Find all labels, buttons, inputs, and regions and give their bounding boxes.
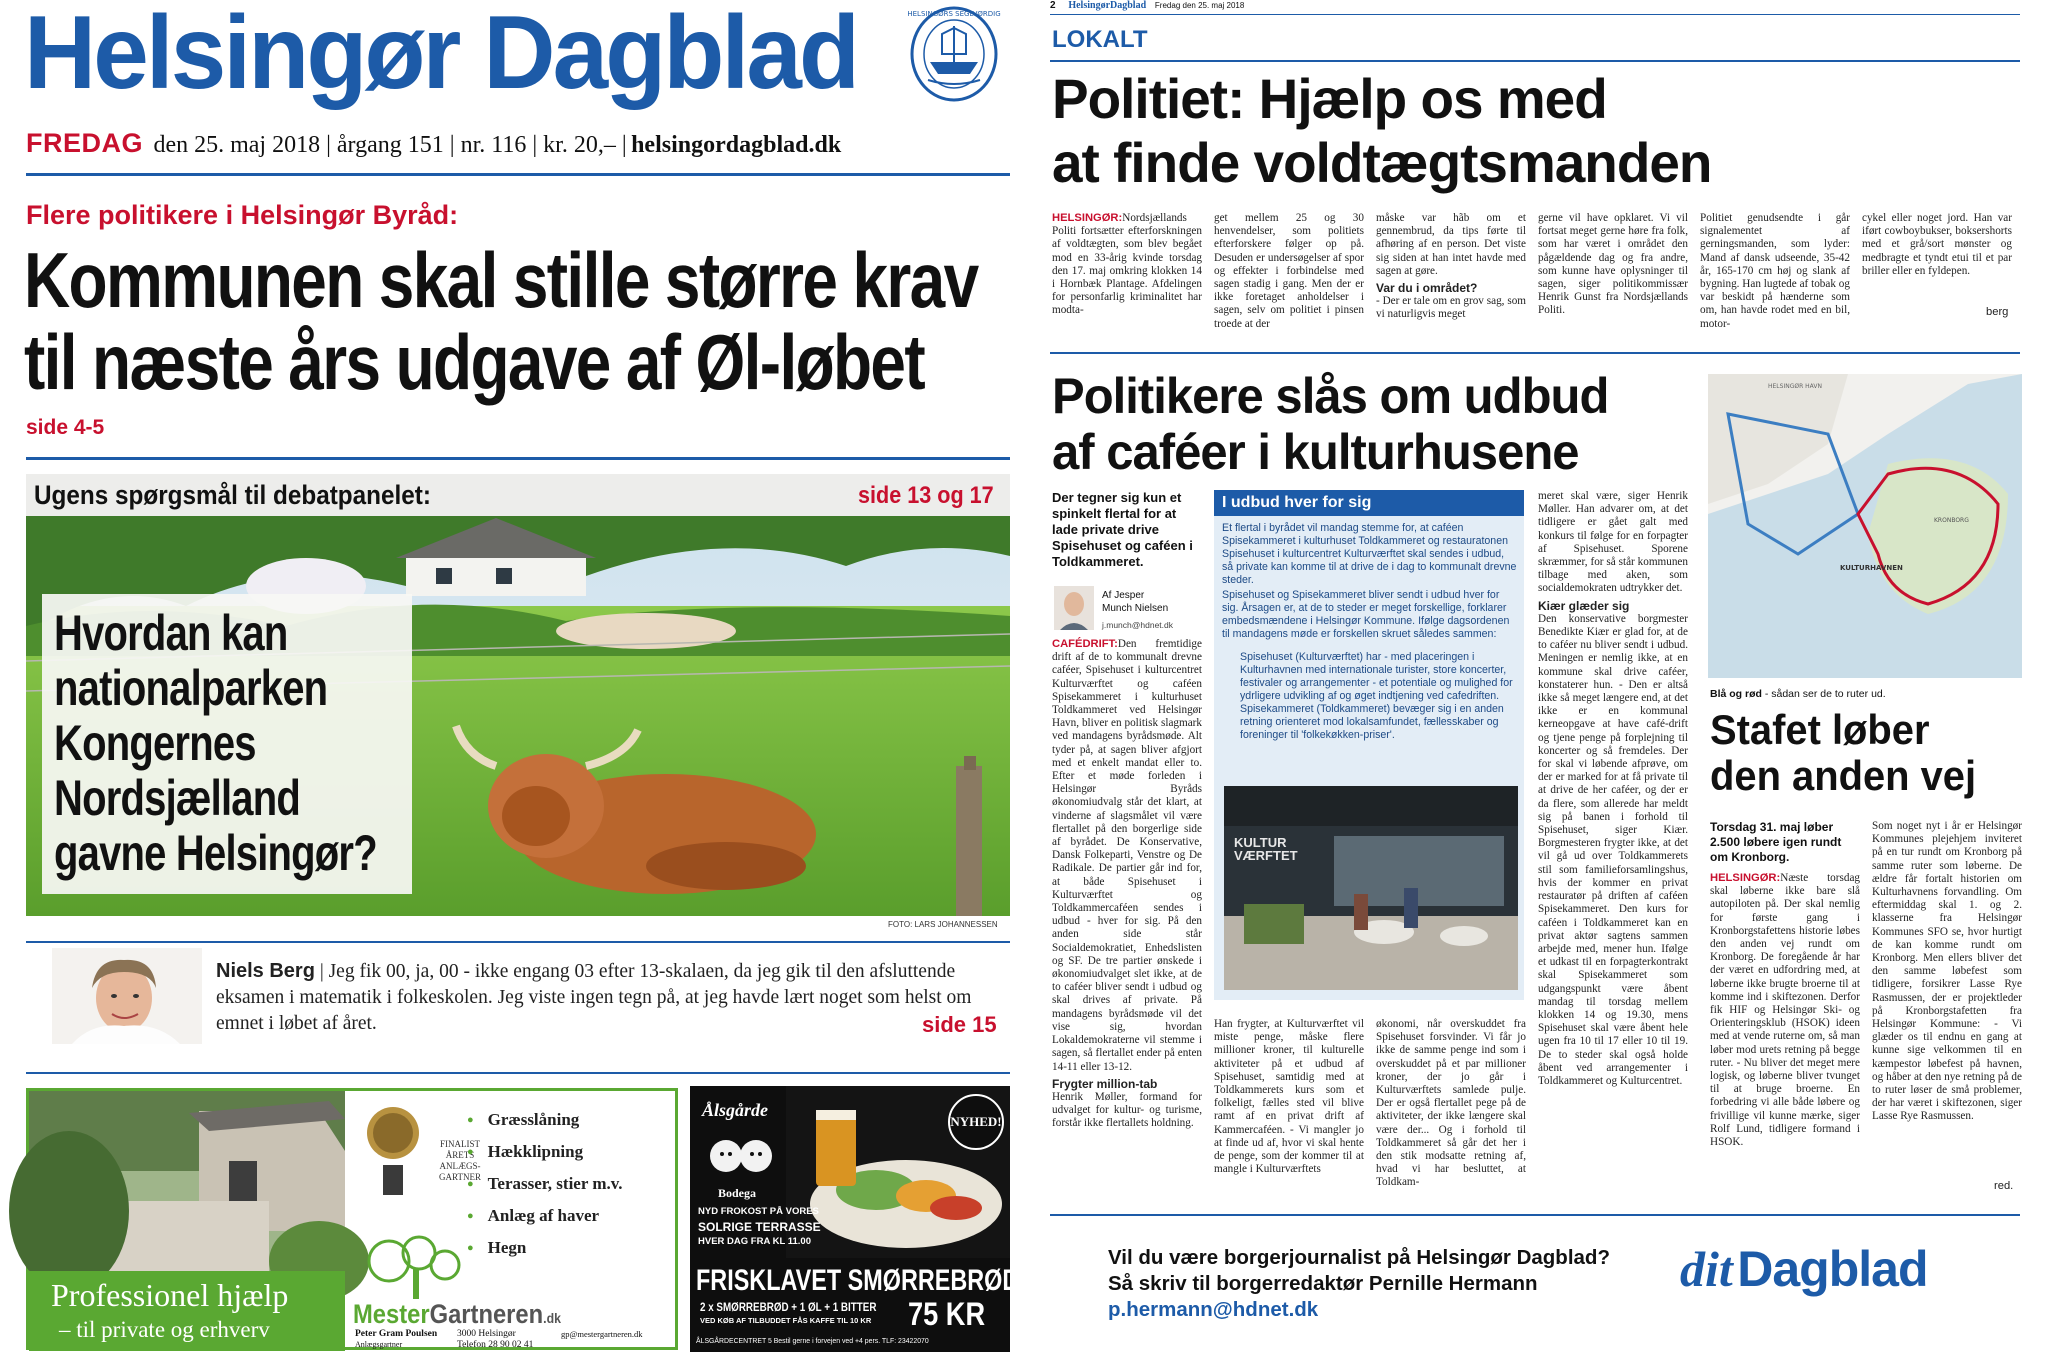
story1-headline-2: at finde voldtægtsmanden [1052, 131, 1712, 194]
story1-col-5: Politiet genudsendte i går signalementet af gerningsmanden, som lyder: Mand af dansk udseende, 35-42 år, 165-170 cm høj og slank af bygning. Han lugtede af tobak og var beskidt på hænderne som om, han havde rodet med en bil, motor- [1700, 212, 1850, 330]
service-item: ● Hegn [467, 1233, 623, 1265]
ad-bodega[interactable] [690, 1086, 1020, 1352]
seal-emblem [908, 4, 1000, 104]
service-item: ● Anlæg af haver [467, 1201, 623, 1233]
service-item: ● Hækklipning [467, 1137, 623, 1169]
column-text [216, 958, 1006, 1037]
kulturvaerftet-photo [1224, 786, 1518, 990]
story3-col-2: Som noget nyt i år er Helsingør Kommunes plejehjem inviteret på en tur rundt om Kronborg på samme ruter som løberne. De ældre får fortalt historien om Kulturhavnens forvandling. Om eftermiddag skal 1. og 2. klasserne fra Helsingør Kommunes SFO se, hvor hurtigt de kan komme rundt om Kronborg. Men ellers bliver det den samme løbefest som tidligere, forsikrer Lasse Rye Rasmussen, der er projektleder på Kronborgstafetten fra Helsingør Kommune: - Vi glæder os til endnu en gang at kunne sige velkommen til en kæmpestor løbefest på havnen, og håber at den nye retning på de to ruter løser de små problemer, der har været i skiftezonen, siger Lasse Rye Rasmussen. [1872, 820, 2022, 1123]
masthead-rule [26, 173, 1010, 176]
service-item: ● Græsslåning [467, 1105, 623, 1137]
story2-lead: CAFÉDRIFT: [1052, 638, 1118, 650]
factbox-body: Et flertal i byrådet vil mandag stemme for, at caféen Spisekammeret i kulturhuset Toldkammeret og restauratonen Spisehuset i kulturcentret Kulturværftet skal sendes i udbud, så private kan komme til at drive de i dag to kommunalt drevne steder. Spisehuset og Spisekammeret bliver sendt i udbud hver for sig. Årsagen er, at de to steder er meget forskellige, forklarer embedsmændene i Helsingør Kommune. Ifølge dagsordenen til mandagens møde er forskellen skruet således sammen: Spisehuset (Kulturværftet) har - med placeringen i Kulturhavnen med internationale turister, store koncerter, festivaler og arrangementer - et potentiale og mulighed for ydrligere udvikling af og øget indtjening ved cafedriften. Spisekammeret (Toldkammeret) bevæger sig i en anden retning orienteret mod lokalsamfundet, fællesskaber og foreninger til 'folkekøkken-priser'. [1222, 522, 1517, 741]
story2-subhead-2: Kiær glæder sig [1538, 598, 1630, 613]
story3-byline: red. [1994, 1180, 2014, 1192]
column-page-ref[interactable]: side 15 [922, 1012, 997, 1037]
story3-lead: HELSINGØR: [1710, 872, 1781, 884]
story1-col-1: HELSINGØR:Nordsjællands Politi fortsætter efterforskningen af voldtægten, som blev begået mod en 33-årig kvinde torsdag den 17. maj omkring klokken 14 i Hornbæk Plantage. Afdelingen for personfarlig kriminalitet har modta- [1052, 212, 1202, 317]
svg-text:HELSINGØR HAVN: HELSINGØR HAVN [1768, 383, 1822, 390]
author-photo [1054, 586, 1094, 630]
folio-date: Fredag den 25. maj 2018 [1154, 1, 1245, 10]
award-medal [363, 1105, 423, 1201]
contact-email: gp@mestergartneren.dk [561, 1329, 643, 1339]
column-rule [26, 941, 1010, 943]
ad-gartner-banner-2: – til private og erhverv [59, 1317, 270, 1342]
factbox-bullet-2: Spisekammeret (Toldkammeret) bevæger sig i en anden retning orienteret mod lokalsamfundet, fællesskaber og foreninger til 'folkekøkken-priser'. [1240, 703, 1504, 741]
story2-col-b1: Han frygter, at Kulturværftet vil miste penge, måske flere millioner kroner, til kulturelle aktiviteter på et udbud af Spisehuset, samtidig med at Toldkammerets kurs som et folkeligt, fælles sted vil blive ramt af en privat drift af Kammercaféen. - Vi mangler jo at finde ud af, hvor vi skal hente de penge, som der kommer til at mangle i Kulturværftets [1214, 1018, 1364, 1176]
bodega-offer: 2 x SMØRREBRØD + 1 ØL + 1 BITTER [700, 1300, 877, 1314]
promo-email[interactable]: p.hermann@hdnet.dk [1108, 1298, 1319, 1321]
folio [1050, 0, 1244, 11]
story3-headline-1: Stafet løber [1710, 706, 1930, 753]
section-rule [1050, 60, 2020, 62]
mascot-icon [704, 1126, 778, 1186]
question-line-1: Hvordan kan [54, 605, 288, 661]
front-page [0, 0, 1020, 1353]
lead-kicker: Flere politikere i Helsingør Byråd: [26, 200, 459, 230]
ad-gartner[interactable] [26, 1088, 678, 1350]
columnist-name: Niels Berg [216, 960, 315, 982]
map-caption: Blå og rød - sådan ser de to ruter ud. [1710, 688, 1886, 700]
brand-a: Mester [353, 1299, 430, 1329]
story1-col-6: cykel eller noget jord. Han var iført cowboybukser, boksershorts med et grå/sort mønster og medbragte et tyndt etui til et par briller eller en fyldepen. [1862, 212, 2012, 277]
photo-credit: FOTO: LARS JOHANNESSEN [888, 920, 998, 929]
story2-col-3: meret skal være, siger Henrik Møller. Han advarer om, at det tidligere er gået galt med konkurs til følge for en forpagter af Spisehuset. Sporene skræmmer, for så står kommunen tilbage med aken, som socialdemokraten udtrykker det. Kiær glæder sig Den konservative borgmester Benedikte Kiær er glad for, at de to caféer nu bliver sendt i udbud. Meningen er nemlig ikke, at en kommune skal drive caféer, konstaterer hun. - Den er altså ikke så meget længere end, at det ikke er en kommunal kerneopgave at have café-drift og tjene penge på forplejning til koncerter og så fremdeles. Der for skal vi løbende afprøve, om der er marked for at få private til at drive de her caféer, og der er da flere, som allerede har meldt sig på banen i forhold til Spisehuset, siger Kiær. Borgmesteren frygter ikke, at det vil gå ud over Toldkammerets stil som familieforsamlingshus, hvis der kommer en privat restauratør på driften af caféen Spisekammeret. Den kurs for caféen i Toldkammeret kan en privat aktør sagtens sammen arbejde med, mener hun. Ifølge et udkast til en forpagterkontrakt skal Spisekammeret som udgangspunkt være åbent mandag til torsdag mellem klokken 14 og 19.30, mens Spisehuset skal være åbent hele ugen fra 10 til 17 eller 10 til 19. De to steder skal også holde åbent ved arrangementer i Toldkammeret og Kulturcentret. [1538, 490, 1688, 1087]
story1-byline: berg [1986, 306, 2009, 318]
site-link[interactable]: helsingordagblad.dk [631, 132, 842, 158]
story2-subhead-1: Frygter million-tab [1052, 1076, 1158, 1091]
question-line-4: Nordsjælland [54, 770, 300, 826]
inside-page [1050, 0, 2048, 1353]
story1-lead: HELSINGØR: [1052, 212, 1123, 224]
logo-dagblad: Dagblad [1737, 1241, 1928, 1297]
bodega-line-3: HVER DAG FRA KL 11.00 [698, 1236, 811, 1247]
ad-gartner-banner-1: Professionel hjælp [51, 1277, 289, 1313]
tree-logo-icon [359, 1231, 469, 1301]
story1-col-2: get mellem 25 og 30 henvendelser, som politiets efterforskere følger op på. Desuden er undersøgelser af spor og effekter i forbindelse med sagen stadig i gang. Men der er ikke foretaget anholdelser i sagen, selv om politiet i pinsen troede at der [1214, 212, 1364, 330]
contact-title: Anlægsgartner [355, 1340, 403, 1349]
route-map-drawing [1708, 374, 2022, 678]
bodega-price: 75 KR [908, 1296, 986, 1332]
bodega-mascot [704, 1126, 778, 1186]
ads-rule [26, 1072, 1010, 1074]
story1-rule [1050, 352, 2020, 354]
lead-page-ref[interactable]: side 4-5 [26, 416, 105, 439]
folio-page: 2 [1050, 0, 1056, 11]
contact-phone: Telefon 28 90 02 41 [457, 1340, 534, 1350]
author-prefix: Af Jesper [1102, 590, 1145, 601]
service-item: ● Terasser, stier m.v. [467, 1169, 623, 1201]
brand-tld: .dk [543, 1310, 561, 1326]
folio-paper: HelsingørDagblad [1068, 0, 1147, 11]
question-line-2: nationalparken [54, 660, 328, 716]
cafe-terrace-photo [1224, 786, 1518, 990]
bodega-offer-sub: VED KØB AF TILBUDDET FÅS KAFFE TIL 10 KR [700, 1316, 872, 1325]
factbox-bullet-1: Spisehuset (Kulturværftet) har - med placeringen i Kulturhavnen med internationale turister, store koncerter, festivaler og arrangementer - et potentiale og mulighed for ydrligere udvikling af og øget indtjening ved cafedriften. [1240, 651, 1513, 702]
lead-headline-1: Kommunen skal stille større krav [24, 236, 978, 324]
svg-text:HELSINGØRS SEGLVØRDIG: HELSINGØRS SEGLVØRDIG [907, 10, 1001, 18]
route-map [1708, 374, 2022, 678]
contact-address: 3000 Helsingør [457, 1329, 516, 1339]
photo-sign: KULTUR VÆRFTET [1234, 835, 1298, 863]
story2-headline-1: Politikere slås om udbud [1052, 368, 1609, 424]
story1-subhead: Var du i området? [1376, 281, 1478, 296]
nyhed-badge: NYHED! [948, 1094, 1004, 1150]
story1-col-3: måske var hãb om et gennembrud, da tips førte til afhøring af en person. Det viste sig siden at han intet havde med sagen at gøre. Var du i området? - Der er tale om en grov sag, som vi naturligvis meget [1376, 212, 1526, 321]
award-text: FINALIST ÅRETS ANLÆGS- GARTNER [439, 1139, 481, 1182]
author-name: Munch Nielsen [1102, 603, 1169, 614]
services-list [467, 1105, 623, 1265]
story3-headline-2: den anden vej [1710, 752, 1977, 799]
lead-rule [26, 457, 1010, 460]
award-icon [363, 1105, 423, 1201]
bodega-headline: FRISKLAVET SMØRREBRØD [696, 1264, 1020, 1297]
debate-question [54, 606, 458, 881]
story2-headline-2: af caféer i kulturhusene [1052, 424, 1579, 480]
bodega-footer: ÅLSGÅRDECENTRET 5 Bestil gerne i forvejen ved +4 pers. TLF: 23422070 [696, 1336, 929, 1345]
svg-text:KULTURHAVNEN: KULTURHAVNEN [1840, 564, 1903, 572]
gartner-logo-icon [359, 1231, 469, 1301]
brand-b: Gartneren [429, 1299, 544, 1329]
promo-line-1: Vil du være borgerjournalist på Helsingør Dagblad? [1108, 1246, 1610, 1269]
columnist-portrait [52, 948, 202, 1044]
story2-col-b2: økonomi, når overskuddet fra Spisehuset forsvinder. Vi får jo ikke de samme penge ind som i overskuddet på et par millioner kroner, der jo går i Kulturværftets samlede pulje. Der er også flertallet pege på de aktiviteter, der ikke længere skal være der... Og i forhold til Toldkammeret så går det her i den stik modsatte retning af, hvad vi har besluttet, at Toldkam- [1376, 1018, 1526, 1189]
gartner-brand [353, 1299, 561, 1330]
story1-headline-1: Politiet: Hjælp os med [1052, 67, 1607, 130]
dit-dagblad-logo [1680, 1240, 1928, 1298]
column-teaser: | Jeg fik 00, ja, 00 - ikke engang 03 efter 13-skalaen, da jeg gik til den afsluttende eksamen i matematik i folkeskolen. Jeg viste ingen tegn på, at jeg havde lært noget som helst om emnet i løbet af året. [216, 961, 972, 1034]
lead-headline-2: til næste års udgave af Øl-løbet [24, 318, 925, 406]
bodega-line-2: SOLRIGE TERRASSE [698, 1220, 821, 1234]
story3-col-1: HELSINGØR:Næste torsdag skal løberne ikke bare slå autopiloten på. Der skal nemlig for første gang i Kronborgstafettens historie løbes den anden vej rundt om Kronborg. De foregående år har der været en udfordring med, at løberne ikke brugte broerne til at komme ind i skiftezonen. Derfor fik HIF og Helsingør Ski- og Orienteringsklub (HSOK) ideen med at vende ruterne om, så man løber mod urets retning på begge ruter. - Nu bliver det meget mere logisk, og løberne bliver tvunget til at bruge broerne. En forbedring vi alle både løbere og frivillige vil kunne mærke, siger Rolf Lund, tidligere formand i HSOK. [1710, 872, 1860, 1149]
promo-rule [1050, 1214, 2020, 1216]
city-seal [908, 4, 1000, 104]
question-line-5: gavne Helsingør? [54, 825, 377, 881]
logo-dit: dit [1680, 1241, 1733, 1297]
story1-col-4: gerne vil have opklaret. Vi vil fortsat meget gerne høre fra folk, som har været i området den pågældende dag og fra andre, som kunne have oplysninger til sagen, siger politikommissær Henrik Gunst fra Nordsjællands Politi. [1538, 212, 1688, 317]
dateline-day: FREDAG [26, 128, 143, 158]
debate-label: Ugens spørgsmål til debatpanelet: [34, 480, 431, 510]
dateline-text: den 25. maj 2018 | årgang 151 | nr. 116 | kr. 20,– | [153, 132, 627, 158]
story2-standfirst: Der tegner sig kun et spinkelt flertal for at lade private drive Spisehuset og caféen i Toldkammeret. [1052, 490, 1193, 569]
folio-rule [1050, 14, 2020, 15]
story3-standfirst: Torsdag 31. maj løber 2.500 løbere igen rundt om Kronborg. [1710, 820, 1842, 864]
bodega-line-1: NYD FROKOST PÅ VORES [698, 1206, 819, 1217]
bodega-brand: Ålsgårde [702, 1100, 769, 1120]
story2-col-1: CAFÉDRIFT:Den fremtidige drift af de to kommunalt drevne caféer, Spisehuset i kulturcentret Kulturværftet og caféen Spisekammeret i kulturhuset Toldkammeret ved Helsingør Havn, bliver en politisk slagmark ved mandagens byrådsmøde. Alt tyder på, at sagen bliver afgjort med et enkelt mandat eller to. Efter et møde forleden i Helsingør Byråds økonomiudvalg står det klart, at vinderne af slagsmålet vil være flertallet på den borgerlige side af byrådet. De Konservative, Dansk Folkeparti, Venstre og De Radikale. De partier går ind for, at både Spisehuset i Kulturværftet og Toldkammercaféen sendes i udbud - hver for sig. På den anden side står Socialdemokratiet, Enhedslisten og SF. De tre partier ønskede i økonomiudvalget slet ikke, at de to caféer bliver sendt i udbud og skal drives af private. På mandagens byrådsmøde vil det vise sig, hvordan Lokaldemokraterne vil stemme i sagen, så flertallet ender på enten 14-11 eller 13-12. Frygter million-tab Henrik Møller, formand for udvalget for kultur- og turisme, forstår ikke flertallets holdning. [1052, 638, 1202, 1130]
question-line-3: Kongernes [54, 715, 256, 771]
debate-page-ref[interactable]: side 13 og 17 [858, 482, 994, 509]
bodega-brand-sub: Bodega [718, 1186, 757, 1200]
columnist-avatar [52, 948, 202, 1044]
dateline [26, 128, 841, 159]
contact-name: Peter Gram Poulsen [355, 1329, 438, 1339]
factbox-title: I udbud hver for sig [1222, 494, 1372, 511]
svg-text:KRONBORG: KRONBORG [1934, 517, 1969, 524]
author-email[interactable]: j.munch@hdnet.dk [1102, 620, 1174, 630]
author-avatar [1054, 586, 1094, 630]
promo-line-2: Så skriv til borgerredaktør Pernille Hermann [1108, 1272, 1538, 1295]
masthead-title: Helsingør Dagblad [24, 0, 858, 111]
section-label: LOKALT [1052, 26, 1148, 53]
